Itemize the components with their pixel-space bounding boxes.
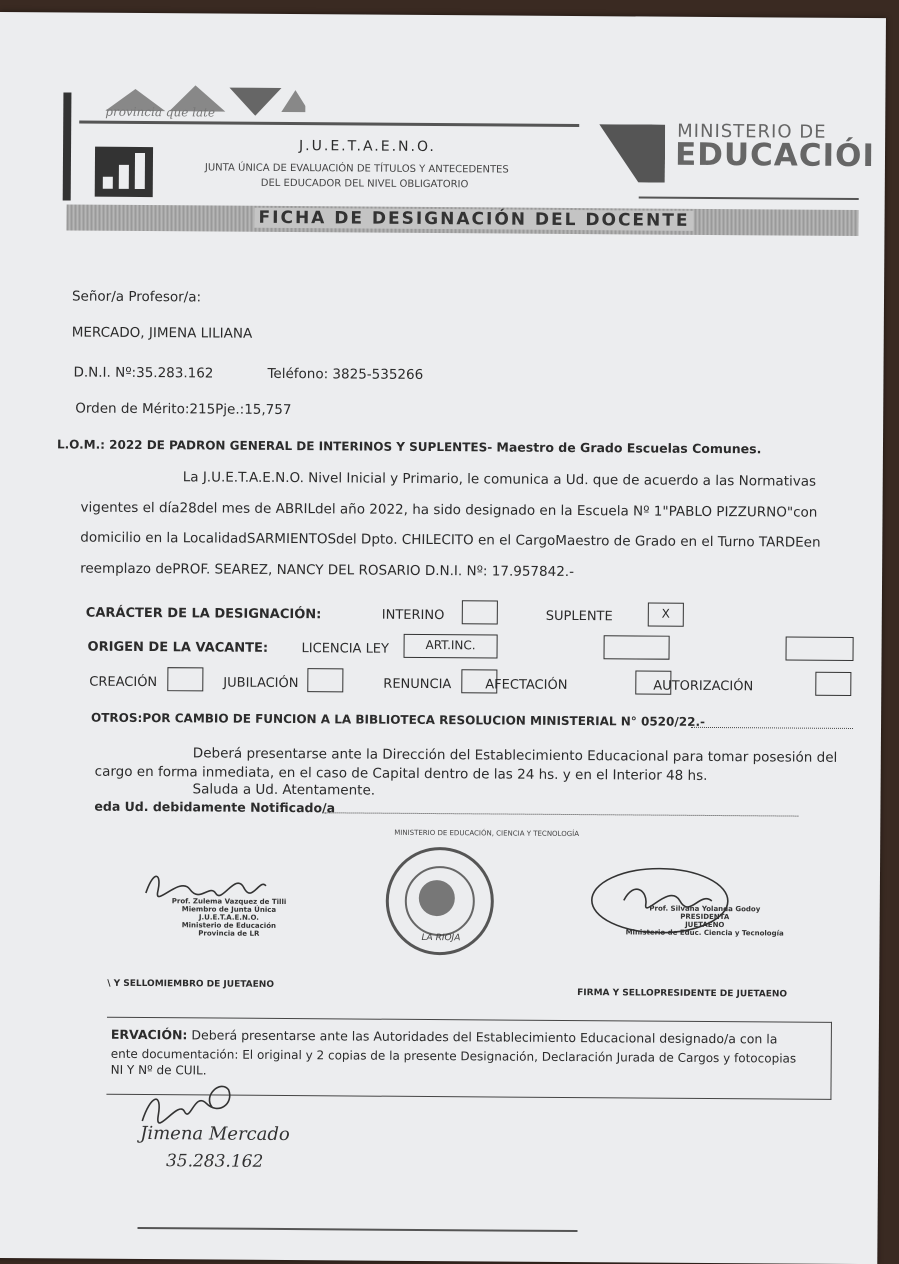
origen-box-2 xyxy=(603,635,669,659)
salutation: Señor/a Profesor/a: xyxy=(71,288,202,306)
province-tagline: provincia que late xyxy=(105,104,216,120)
lom-text: L.O.M.: 2022 DE PADRON GENERAL DE INTERINOS Y SUPLENTES- xyxy=(56,437,493,455)
seal-text-bottom: LA RIOJA xyxy=(421,932,461,944)
teacher-name: MERCADO, JIMENA LILIANA xyxy=(71,324,253,342)
observation-line3: NI Y Nº de CUIL. xyxy=(110,1062,207,1078)
body-line1: La J.U.E.T.A.E.N.O. Nivel Inicial y Primario, le comunica a Ud. que de acuerdo a las Normativas xyxy=(182,469,817,490)
otros-line: OTROS:POR CAMBIO DE FUNCION A LA BIBLIOTECA RESOLUCION MINISTERIAL N° 0520/22.- xyxy=(91,710,706,729)
header-rule-right xyxy=(639,196,859,200)
body-line3: domicilio en la LocalidadSARMIENTOSdel Dpto. CHILECITO en el CargoMaestro de Grado en el Turno TARDEen xyxy=(80,529,821,551)
org-acronym: J.U.E.T.A.E.N.O. xyxy=(299,138,436,156)
otros-dotline xyxy=(691,727,853,729)
jubilacion-label: JUBILACIÓN xyxy=(223,675,299,692)
autorizacion-label: AUTORIZACIÓN xyxy=(653,678,754,695)
body-line2: vigentes el día28del mes de ABRILdel año 2022, ha sido designado en la Escuela Nº 1"PABLO PIZZURNO"con xyxy=(80,499,818,521)
interino-label: INTERINO xyxy=(381,607,445,624)
closing-line1: Deberá presentarse ante la Dirección del Establecimiento Educacional para tomar posesión del xyxy=(192,745,838,766)
suplente-checkbox: X xyxy=(648,603,684,627)
ministry-line2: EDUCACIÓI xyxy=(674,136,876,175)
interino-checkbox xyxy=(462,600,498,624)
lom-line xyxy=(57,436,761,456)
right-caption: FIRMA Y SELLOPRESIDENTE DE JUETAENO xyxy=(577,988,788,1000)
suplente-label: SUPLENTE xyxy=(545,608,613,625)
caracter-label: CARÁCTER DE LA DESIGNACIÓN: xyxy=(85,605,322,623)
licencia-art-box: ART.INC. xyxy=(404,634,498,659)
closing-saluda: Saluda a Ud. Atentamente. xyxy=(192,781,376,799)
body-line4: reemplazo dePROF. SEAREZ, NANCY DEL ROSARIO D.N.I. Nº: 17.957842.- xyxy=(80,560,575,581)
document-page xyxy=(0,12,886,1264)
ministry-line1: MINISTERIO DE xyxy=(677,120,827,143)
handwritten-dni: 35.283.162 xyxy=(165,1151,264,1172)
teacher-phone: Teléfono: 3825-535266 xyxy=(267,365,424,383)
afectacion-label: AFECTACIÓN xyxy=(485,677,568,693)
seal-text-top: MINISTERIO DE EDUCACIÓN, CIENCIA Y TECNOLOGÍA xyxy=(394,828,580,839)
document-title: FICHA DE DESIGNACIÓN DEL DOCENTE xyxy=(254,208,693,231)
notified-dotline xyxy=(324,812,798,816)
lom-role: Maestro de Grado Escuelas Comunes. xyxy=(496,439,762,457)
org-name-line2: DEL EDUCADOR DEL NIVEL OBLIGATORIO xyxy=(260,177,469,191)
org-name-line1: JUNTA ÚNICA DE EVALUACIÓN DE TÍTULOS Y ANTECEDENTES xyxy=(204,162,509,176)
ministry-logo xyxy=(599,124,665,182)
handwritten-name: Jimena Mercado xyxy=(140,1123,290,1146)
bottom-rule xyxy=(138,1227,578,1232)
notified-label: eda Ud. debidamente Notificado/a xyxy=(94,798,336,816)
left-stamp: Prof. Zulema Vazquez de Tilli Miembro de Junta Única J.U.E.T.A.E.N.O. Ministerio de Educación Provincia de LR xyxy=(171,897,287,938)
closing-line2: cargo en forma inmediata, en el caso de Capital dentro de las 24 hs. y en el Interior 48 hs. xyxy=(94,763,708,784)
origen-label: ORIGEN DE LA VACANTE: xyxy=(87,639,269,656)
jutaeno-logo xyxy=(95,147,153,197)
jubilacion-checkbox xyxy=(307,668,343,692)
left-caption: \ Y SELLOMIEMBRO DE JUETAENO xyxy=(107,978,275,990)
observation-line2: ente documentación: El original y 2 copias de la presente Designación, Declaración Jurada de Cargos y fotocopias xyxy=(110,1046,797,1066)
header-rule xyxy=(79,121,579,127)
licencia-label: LICENCIA LEY xyxy=(301,641,390,657)
teacher-dni: D.N.I. Nº:35.283.162 xyxy=(73,364,214,382)
logo-bar xyxy=(63,92,72,200)
right-stamp: Prof. Silvana Yolanda Godoy PRESIDENTA JUETAENO Ministerio de Educ. Ciencia y Tecnología xyxy=(625,904,784,938)
autorizacion-checkbox xyxy=(815,672,851,696)
merit-order: Orden de Mérito:215Pje.:15,757 xyxy=(75,400,292,419)
origen-box-3 xyxy=(785,637,853,661)
renuncia-label: RENUNCIA xyxy=(383,676,452,693)
creacion-label: CREACIÓN xyxy=(89,674,158,691)
observation-line1: ERVACIÓN: Deberá presentarse ante las Autoridades del Establecimiento Educacional designado/a con la xyxy=(110,1026,778,1047)
creacion-checkbox xyxy=(167,667,203,691)
